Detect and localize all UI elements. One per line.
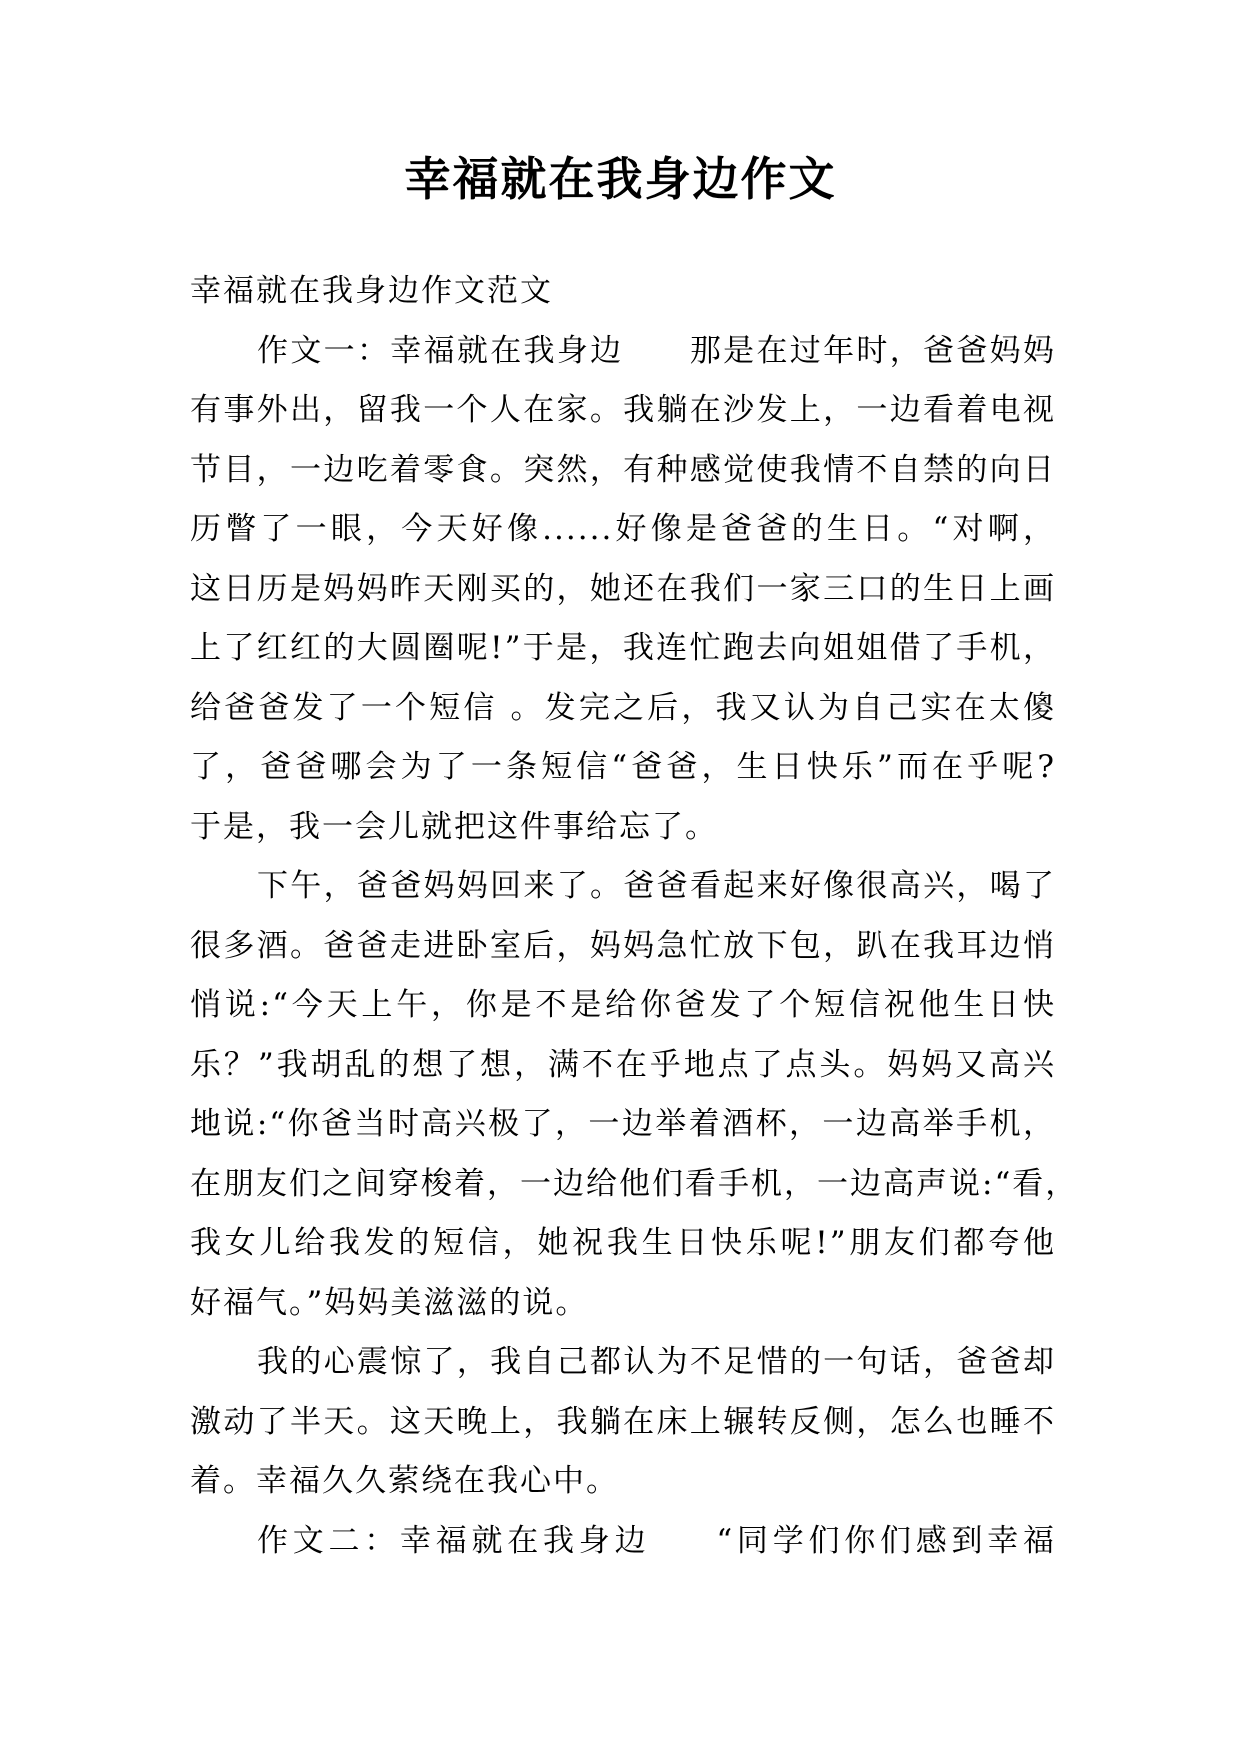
paragraph-line: 这日历是妈妈昨天刚买的，她还在我们一家三口的生日上画	[190, 570, 1056, 607]
document-body	[190, 262, 1079, 1571]
paragraph-line: 于是，我一会儿就把这件事给忘了。	[190, 808, 718, 845]
subtitle: 幸福就在我身边作文范文	[190, 273, 553, 309]
paragraph-line: 我的心震惊了，我自己都认为不足惜的一句话，爸爸却	[257, 1344, 1056, 1380]
text-span: “同学们你们感到幸福	[716, 1522, 1056, 1559]
essay-heading: 作文二：幸福就在我身边	[257, 1522, 651, 1559]
paragraph-line: 给爸爸发了一个短信 。发完之后，我又认为自己实在太傻	[190, 689, 1056, 726]
paragraph-line	[190, 322, 1056, 382]
paragraph-line: 我女儿给我发的短信，她祝我生日快乐呢!”朋友们都夸他	[190, 1225, 1056, 1261]
paragraph-line: 在朋友们之间穿梭着，一边给他们看手机，一边高声说:“看，	[190, 1165, 1079, 1202]
paragraph-line: 地说:“你爸当时高兴极了，一边举着酒杯，一边高举手机，	[190, 1106, 1056, 1142]
page-title: 幸福就在我身边作文	[404, 152, 837, 206]
paragraph-line: 着。幸福久久萦绕在我心中。	[190, 1463, 619, 1499]
paragraph-line: 很多酒。爸爸走进卧室后，妈妈急忙放下包，趴在我耳边悄	[190, 927, 1056, 964]
paragraph-line: 上了红红的大圆圈呢!”于是，我连忙跑去向姐姐借了手机，	[190, 630, 1056, 666]
essay-heading: 作文一：幸福就在我身边	[257, 332, 624, 369]
paragraph-line: 好福气。”妈妈美滋滋的说。	[190, 1284, 589, 1321]
paragraph-line: 激动了半天。这天晚上，我躺在床上辗转反侧，怎么也睡不	[190, 1403, 1056, 1440]
paragraph-line: 乐？”我胡乱的想了想，满不在乎地点了点头。妈妈又高兴	[190, 1046, 1056, 1083]
paragraph-line: 下午，爸爸妈妈回来了。爸爸看起来好像很高兴，喝了	[257, 868, 1056, 904]
paragraph-line: 了，爸爸哪会为了一条短信“爸爸，生日快乐”而在乎呢?	[190, 749, 1056, 785]
text-span: 那是在过年时，爸爸妈妈	[689, 332, 1056, 369]
paragraph-line: 悄说:“今天上午，你是不是给你爸发了个短信祝他生日快	[190, 987, 1056, 1023]
paragraph-line: 节目，一边吃着零食。突然，有种感觉使我情不自禁的向日	[190, 451, 1056, 488]
paragraph-line: 有事外出，留我一个人在家。我躺在沙发上，一边看着电视	[190, 392, 1056, 428]
paragraph-line	[190, 1512, 1056, 1572]
paragraph-line: 历瞥了一眼，今天好像......好像是爸爸的生日。“对啊，	[190, 511, 1056, 547]
